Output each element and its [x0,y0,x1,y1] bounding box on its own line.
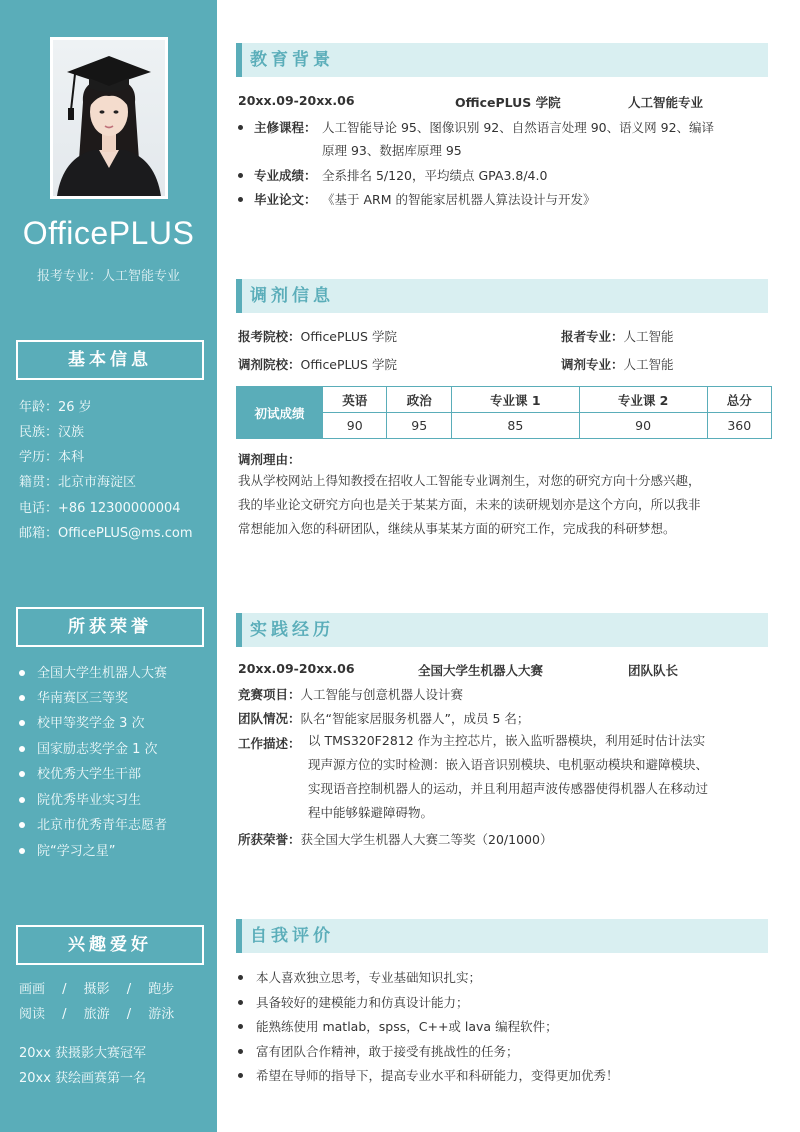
adjust-major: 调剂专业：人工智能 [561,357,674,372]
project-line: 竞赛项目：人工智能与创意机器人设计赛 [238,687,464,702]
practice-period: 20xx.09-20xx.06 [238,661,355,676]
apply-major: 报者专业：人工智能 [561,329,674,344]
score-table [236,386,772,439]
practice-role: 团队队长 [628,663,679,678]
target-major: 报考专业：人工智能专业 [36,269,180,284]
ethnicity-line: 民族：汉族 [19,425,85,440]
honor-item: 院优秀毕业实习生 [19,789,141,808]
honor-item: 北京市优秀青年志愿者 [19,814,167,833]
practice-heading: 实践经历 [236,613,768,647]
practice-honor-line: 所获荣誉：获全国大学生机器人大赛二等奖（20/1000） [238,832,553,847]
basic-info-heading: 基本信息 [16,340,204,380]
desc-label: 工作描述： [238,736,301,751]
hobbies-heading: 兴趣爱好 [16,925,204,965]
score-label: 初试成绩 [237,387,323,439]
hobby-award: 20xx 获绘画赛第一名 [19,1071,147,1086]
self-eval-item: 能熟练使用 matlab，spss，C++或 lava 编程软件； [238,1017,768,1035]
self-eval-item: 具备较好的建模能力和仿真设计能力； [238,993,768,1011]
score-header: 英语 [323,387,387,413]
reason-label: 调剂理由： [238,452,301,467]
education-period: 20xx.09-20xx.06 [238,93,355,108]
score-value: 85 [451,413,579,439]
thesis-item: 毕业论文： 《基于 ARM 的智能家居机器人算法设计与开发》 [238,190,768,208]
hobbies-row: 画画 / 摄影 / 跑步 [19,982,175,997]
practice-event: 全国大学生机器人大赛 [418,663,544,678]
desc-paragraph: 以 TMS320F2812 作为主控芯片，嵌入监听器模块，利用延时估计法实 现声源方位的实时检测：嵌入语音识别模块、电机驱动模块和避障模块、 实现语音控制机器人的运动，并且利用超声波传感器使得机器人在移动过 程中能够躲避障碍物。 [308,733,709,820]
self-eval-heading: 自我评价 [236,919,768,953]
team-line: 团队情况：队名“智能家居服务机器人”，成员 5 名； [238,711,530,726]
profile-photo [50,37,168,199]
candidate-name: OfficePLUS [22,215,195,251]
adjust-school: 调剂院校：OfficePLUS 学院 [238,357,397,372]
education-school: OfficePLUS 学院 [455,95,561,110]
honor-item: 国家励志奖学金 1 次 [19,738,158,757]
education-major: 人工智能专业 [628,95,704,110]
transfer-heading: 调剂信息 [236,279,768,313]
graduate-portrait-icon [53,40,165,196]
education-heading: 教育背景 [236,43,768,77]
age-line: 年龄：26 岁 [19,400,92,415]
apply-school: 报考院校：OfficePLUS 学院 [238,329,397,344]
score-header: 专业课 1 [451,387,579,413]
honor-item: 院“学习之星” [19,840,115,859]
hobby-award: 20xx 获摄影大赛冠军 [19,1046,147,1061]
grades-item: 专业成绩： 全系排名 5/120，平均绩点 GPA3.8/4.0 [238,166,768,184]
hometown-line: 籍贯：北京市海淀区 [19,475,137,490]
score-value: 90 [579,413,707,439]
education-line: 学历：本科 [19,450,85,465]
score-header: 专业课 2 [579,387,707,413]
self-eval-item: 富有团队合作精神，敢于接受有挑战性的任务； [238,1042,768,1060]
honor-item: 校甲等奖学金 3 次 [19,712,145,731]
self-eval-item: 希望在导师的指导下，提高专业水平和科研能力，变得更加优秀！ [238,1066,768,1084]
score-value: 95 [387,413,451,439]
score-header: 总分 [707,387,772,413]
email-line: 邮箱：OfficePLUS@ms.com [19,526,193,541]
reason-paragraph: 我从学校网站上得知教授在招收人工智能专业调剂生，对您的研究方向十分感兴趣， 我的毕业论文研究方向也是关于某某方面，未来的读研规划亦是这个方向，所以我非 常想能加入您的科研团队，继续从事某某方面的研究工作，完成我的科研梦想。 [238,473,701,536]
honor-item: 华南赛区三等奖 [19,687,128,706]
sidebar [0,0,217,1132]
score-header: 政治 [387,387,451,413]
honor-item: 校优秀大学生干部 [19,763,141,782]
honors-heading: 所获荣誉 [16,607,204,647]
self-eval-item: 本人喜欢独立思考，专业基础知识扎实； [238,968,768,986]
honor-item: 全国大学生机器人大赛 [19,662,167,681]
score-value: 90 [323,413,387,439]
hobbies-row: 阅读 / 旅游 / 游泳 [19,1007,175,1022]
phone-line: 电话：+86 12300000004 [19,501,181,516]
score-value: 360 [707,413,772,439]
